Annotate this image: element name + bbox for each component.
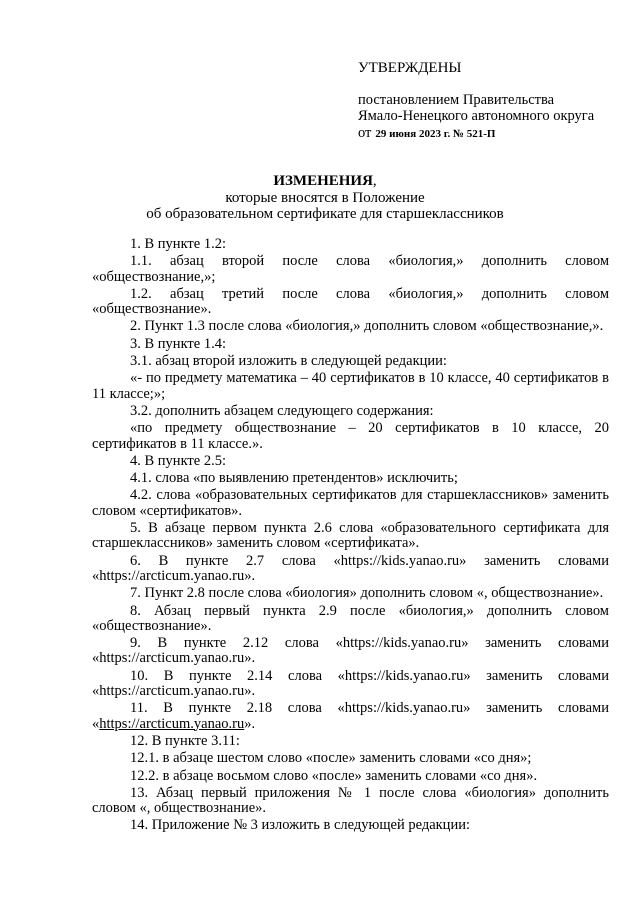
approval-date: 29 июня 2023 г. № 521-П: [375, 127, 496, 140]
item-5: 5. В абзаце первом пункта 2.6 слова «образовательного сертификата для старшеклассников» заменить словом «сертификата».: [92, 520, 609, 552]
approval-title: УТВЕРЖДЕНЫ: [358, 60, 462, 76]
approval-line-2: Ямало-Ненецкого автономного округа: [358, 108, 595, 124]
item-3-2-quote: «по предмету обществознание – 20 сертификатов в 10 классе, 20 сертификатов в 11 классе.».: [92, 420, 609, 452]
item-3: 3. В пункте 1.4:: [130, 335, 226, 352]
item-3-1-quote: «- по предмету математика – 40 сертификатов в 10 классе, 40 сертификатов в 11 классе;»;: [92, 370, 609, 402]
item-9: 9. В пункте 2.12 слова «https://kids.yanao.ru» заменить словами «https://arcticum.yanao.ru».: [92, 635, 609, 667]
item-4-2: 4.2. слова «образовательных сертификатов для старшеклассников» заменить словом «сертификатов».: [92, 487, 609, 519]
item-11-link[interactable]: https://arcticum.yanao.ru: [99, 715, 245, 732]
approval-from: от: [358, 124, 372, 141]
item-11-tail: ».: [244, 715, 256, 732]
item-1-1: 1.1. абзац второй после слова «биология,» дополнить словом «обществознание,»;: [92, 253, 609, 285]
item-8: 8. Абзац первый пункта 2.9 после «биология,» дополнить словом «обществознание».: [92, 602, 609, 634]
item-11: [92, 701, 609, 732]
item-12-1: 12.1. в абзаце шестом слово «после» заменить словами «со дня»;: [130, 750, 532, 767]
item-1-2: 1.2. абзац третий после слова «биология,» дополнить словом «обществознание».: [92, 285, 609, 318]
item-4-1: 4.1. слова «по выявлению претендентов» исключить;: [130, 470, 458, 487]
item-7: 7. Пункт 2.8 после слова «биология» дополнить словом «, обществознание».: [130, 585, 604, 602]
item-1: 1. В пункте 1.2:: [130, 236, 226, 252]
item-6: 6. В пункте 2.7 слова «https://kids.yanao.ru» заменить словами «https://arcticum.yanao.ru».: [92, 552, 609, 584]
item-3-2: 3.2. дополнить абзацем следующего содержания:: [130, 402, 434, 419]
heading-title: ИЗМЕНЕНИЯ: [273, 173, 373, 189]
item-2: 2. Пункт 1.3 после слова «биология,» дополнить словом «обществознание,».: [130, 318, 604, 335]
approval-block: [358, 60, 628, 142]
heading-title-suffix: ,: [372, 173, 377, 189]
item-4: 4. В пункте 2.5:: [130, 452, 226, 469]
approval-line-1: постановлением Правительства: [358, 91, 555, 108]
heading-line-2: которые вносятся в Положение: [225, 189, 425, 206]
item-11-text: 11. В пункте 2.18 слова «https://kids.yanao.ru» заменить словами «: [92, 700, 609, 732]
item-13: 13. Абзац первый приложения № 1 после слова «биология» дополнить словом «, обществознание».: [92, 784, 609, 817]
item-12-2: 12.2. в абзаце восьмом слово «после» заменить словами «со дня».: [130, 767, 538, 784]
item-3-1: 3.1. абзац второй изложить в следующей редакции:: [130, 353, 447, 370]
document-heading: [80, 173, 570, 223]
item-10: 10. В пункте 2.14 слова «https://kids.yanao.ru» заменить словами «https://arcticum.yanao.ru».: [92, 667, 609, 700]
item-14: 14. Приложение № 3 изложить в следующей редакции:: [130, 817, 470, 834]
item-12: 12. В пункте 3.11:: [130, 732, 240, 749]
document-body: [92, 237, 609, 836]
approval-date-line: [358, 125, 628, 143]
heading-line-3: об образовательном сертификате для старшеклассников: [146, 206, 504, 222]
